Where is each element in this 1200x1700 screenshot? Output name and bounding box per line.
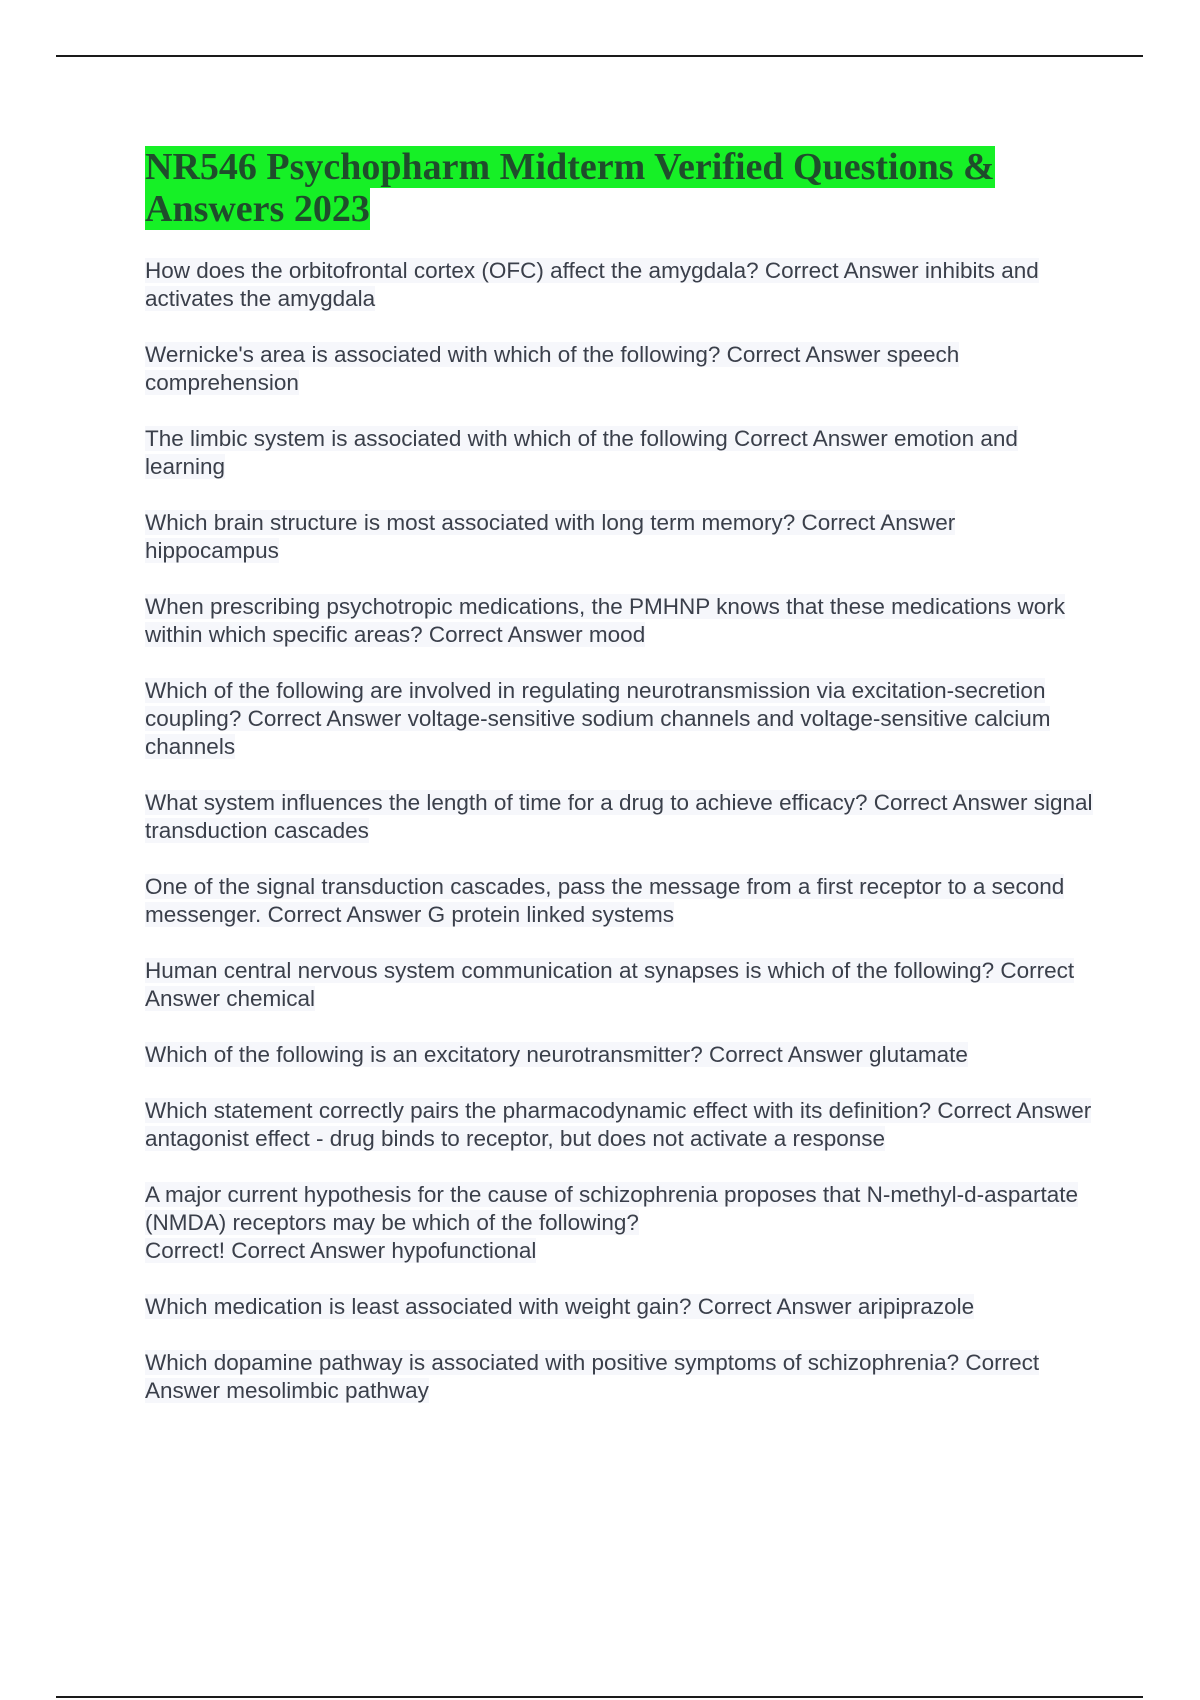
qa-text [145,509,1095,565]
qa-item [145,257,1095,313]
qa-item [145,873,1095,929]
qa-text [145,341,1095,397]
qa-text [145,1293,1095,1321]
qa-text-run: Wernicke's area is associated with which of the following? Correct Answer speech comprehension [145,342,960,395]
qa-list [145,257,1095,1405]
qa-text [145,873,1095,929]
qa-item [145,1181,1095,1265]
qa-text-run: Which of the following is an excitatory neurotransmitter? Correct Answer glutamate [145,1042,968,1067]
qa-text-run: When prescribing psychotropic medications, the PMHNP knows that these medications work within which specific areas? Correct Answer mood [145,594,1065,647]
qa-text-run: What system influences the length of time for a drug to achieve efficacy? Correct Answer signal transduction cascades [145,790,1093,843]
qa-text-run: How does the orbitofrontal cortex (OFC) affect the amygdala? Correct Answer inhibits and activates the amygdala [145,258,1039,311]
qa-text-run: Human central nervous system communication at synapses is which of the following? Correct Answer chemical [145,958,1075,1011]
qa-text [145,257,1095,313]
qa-text [145,425,1095,481]
qa-text [145,593,1095,649]
qa-item [145,425,1095,481]
qa-text-run: Correct! Correct Answer hypofunctional [145,1238,537,1263]
qa-text-run: Which medication is least associated with weight gain? Correct Answer aripiprazole [145,1294,975,1319]
qa-text-run: The limbic system is associated with which of the following Correct Answer emotion and learning [145,426,1018,479]
qa-item [145,341,1095,397]
qa-text [145,1041,1095,1069]
qa-text [145,677,1095,761]
qa-text [145,1237,1095,1265]
qa-text [145,1181,1095,1237]
top-rule [56,55,1143,57]
qa-item [145,677,1095,761]
qa-item [145,1041,1095,1069]
qa-text [145,1349,1095,1405]
document-body [145,146,1095,1433]
qa-item [145,509,1095,565]
qa-item [145,957,1095,1013]
qa-text [145,1097,1095,1153]
document-title: NR546 Psychopharm Midterm Verified Questions & Answers 2023 [145,146,995,230]
qa-text-run: Which of the following are involved in regulating neurotransmission via excitation-secretion coupling? Correct Answer voltage-sensitive sodium channels and voltage-sensitive calcium channels [145,678,1051,759]
qa-text-run: Which statement correctly pairs the pharmacodynamic effect with its definition? Correct Answer antagonist effect - drug binds to receptor, but does not activate a response [145,1098,1092,1151]
qa-item [145,1097,1095,1153]
qa-text-run: Which brain structure is most associated with long term memory? Correct Answer hippocampus [145,510,956,563]
qa-item [145,1293,1095,1321]
qa-text-run: One of the signal transduction cascades, pass the message from a first receptor to a second messenger. Correct Answer G protein linked systems [145,874,1065,927]
qa-text-run: Which dopamine pathway is associated with positive symptoms of schizophrenia? Correct Answer mesolimbic pathway [145,1350,1040,1403]
qa-text [145,957,1095,1013]
qa-text [145,789,1095,845]
qa-text-run: A major current hypothesis for the cause of schizophrenia proposes that N-methyl-d-aspartate (NMDA) receptors may be which of the following? [145,1182,1078,1235]
bottom-rule [56,1696,1143,1698]
qa-item [145,789,1095,845]
qa-item [145,593,1095,649]
qa-item [145,1349,1095,1405]
